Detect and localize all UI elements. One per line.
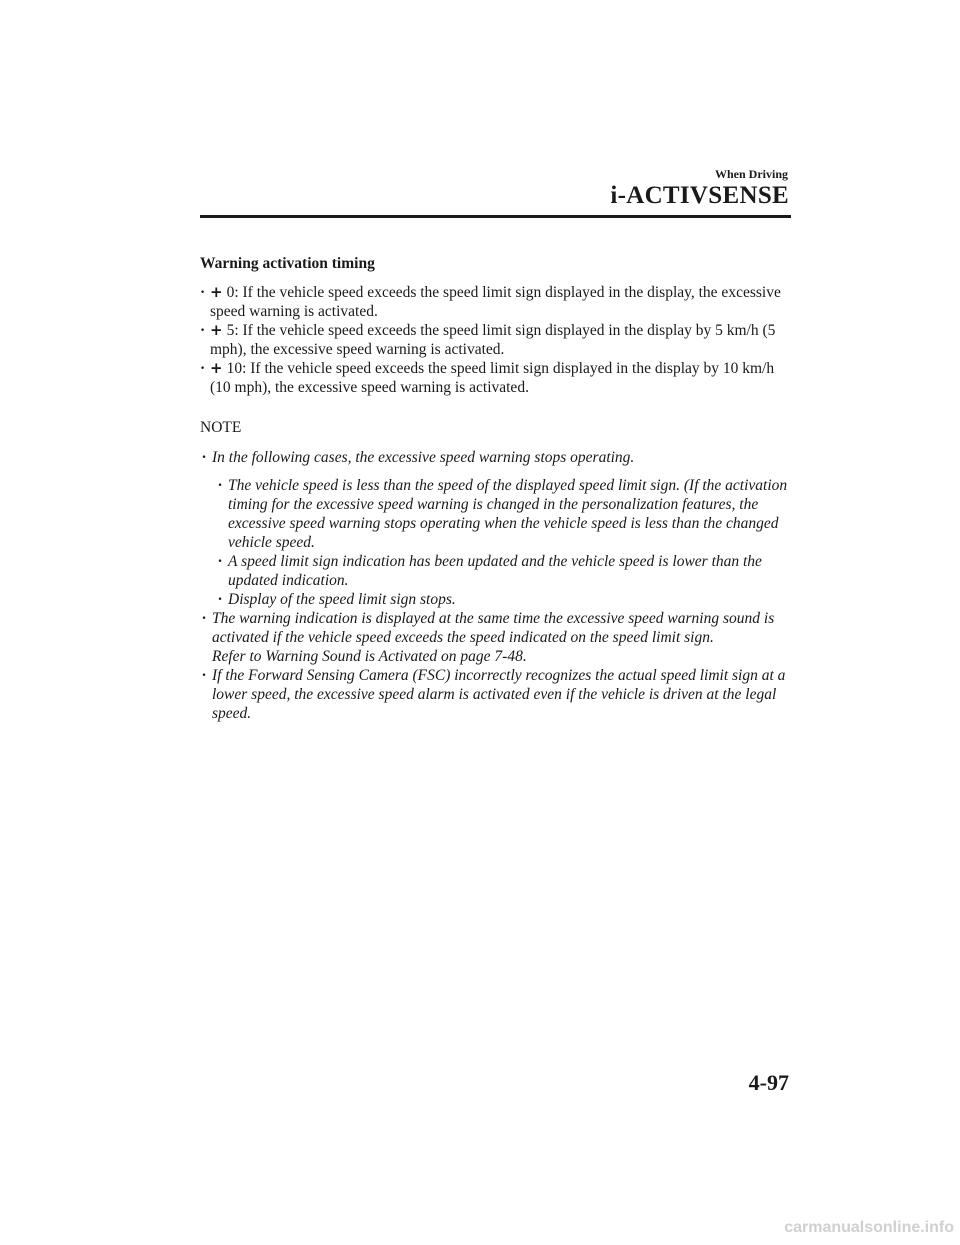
plus-symbol: + <box>210 283 223 301</box>
header-chapter: i-ACTIVSENSE <box>610 182 789 209</box>
note-subitem: · Display of the speed limit sign stops. <box>218 590 790 609</box>
timing-item-text: 5: If the vehicle speed exceeds the speed limit sign displayed in the display by 5 km/h (5 mph), the excessive speed warning is activated. <box>210 322 776 358</box>
plus-symbol: + <box>210 321 223 339</box>
timing-heading: Warning activation timing <box>200 255 375 272</box>
content <box>200 254 790 723</box>
note-item-text: The warning indication is displayed at the same time the excessive speed warning sound is activated if the vehicle speed exceeds the speed indicated on the speed limit sign. <box>212 610 775 646</box>
note-block <box>202 448 790 723</box>
note-subitem: · A speed limit sign indication has been updated and the vehicle speed is lower than the updated indication. <box>218 552 790 590</box>
header-section: When Driving <box>714 167 788 181</box>
timing-item <box>200 359 790 397</box>
timing-item-text: 0: If the vehicle speed exceeds the speed limit sign displayed in the display, the excessive speed warning is activated. <box>210 284 781 320</box>
plus-symbol: + <box>210 359 223 377</box>
note-label: NOTE <box>200 419 242 436</box>
note-subitem: · The vehicle speed is less than the speed of the displayed speed limit sign. (If the activation timing for the excessive speed warning is changed in the personalization features, the excessive speed warning stops operating when the vehicle speed is less than the changed vehicle speed. <box>218 476 790 552</box>
timing-item-text: 10: If the vehicle speed exceeds the speed limit sign displayed in the display by 10 km/h (10 mph), the excessive speed warning is activated. <box>210 360 775 396</box>
timing-item <box>200 283 790 321</box>
note-item <box>202 609 790 666</box>
page-number: 4-97 <box>748 1070 789 1095</box>
timing-item <box>200 321 790 359</box>
note-reference: Refer to Warning Sound is Activated on page 7-48. <box>212 648 527 665</box>
header-rule <box>200 215 791 218</box>
watermark: carmanualsonline.info <box>784 1219 954 1236</box>
note-item: · If the Forward Sensing Camera (FSC) incorrectly recognizes the actual speed limit sign at a lower speed, the excessive speed alarm is activated even if the vehicle is driven at the legal speed. <box>202 666 790 723</box>
note-item: · In the following cases, the excessive speed warning stops operating. <box>202 448 790 467</box>
